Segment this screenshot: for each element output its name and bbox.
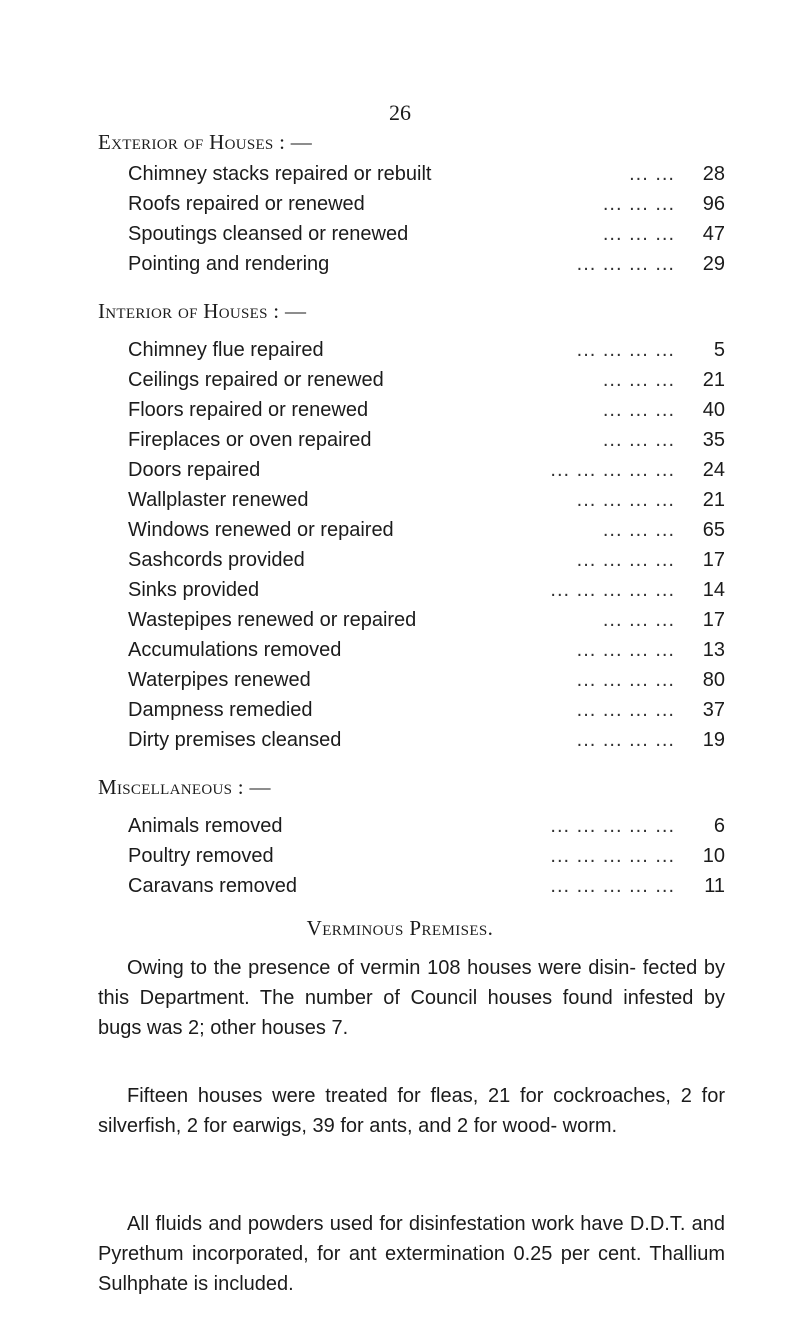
item-count: 17 [702, 549, 725, 571]
interior-list [128, 335, 725, 755]
list-item [128, 545, 725, 575]
list-item [128, 189, 725, 219]
item-count: 6 [713, 815, 725, 837]
item-count: 17 [702, 609, 725, 631]
list-item [128, 665, 725, 695]
item-label: Spoutings cleansed or renewed [128, 223, 409, 245]
paragraph-treated: Fifteen houses were treated for fleas, 21 for cockroaches, 2 for silverfish, 2 for earwigs, 39 for ants, and 2 for wood- worm. [98, 1085, 725, 1137]
miscellaneous-heading: Miscellaneous : — [98, 775, 271, 799]
item-label: Wastepipes renewed or repaired [128, 609, 417, 631]
list-item [128, 219, 725, 249]
leader-dots: ... ... ... ... ... [550, 815, 675, 837]
leader-dots: ... ... ... [602, 519, 675, 541]
item-count: 40 [702, 399, 725, 421]
item-count: 35 [702, 429, 725, 451]
item-label: Poultry removed [128, 845, 274, 867]
item-label: Doors repaired [128, 459, 261, 481]
leader-dots: ... ... ... ... [576, 339, 675, 361]
leader-dots: ... ... ... [602, 193, 675, 215]
list-item [128, 249, 725, 279]
list-item [128, 159, 725, 189]
leader-dots: ... ... ... [602, 223, 675, 245]
item-label: Animals removed [128, 815, 283, 837]
list-item [128, 871, 725, 901]
item-count: 80 [702, 669, 725, 691]
item-label: Roofs repaired or renewed [128, 193, 365, 215]
list-item [128, 335, 725, 365]
item-label: Fireplaces or oven repaired [128, 429, 372, 451]
item-label: Wallplaster renewed [128, 489, 309, 511]
item-count: 14 [702, 579, 725, 601]
list-item [128, 841, 725, 871]
item-count: 5 [713, 339, 725, 361]
item-count: 13 [702, 639, 725, 661]
item-count: 10 [702, 845, 725, 867]
item-label: Ceilings repaired or renewed [128, 369, 384, 391]
leader-dots: ... ... ... ... ... [550, 845, 675, 867]
item-label: Dampness remedied [128, 699, 313, 721]
item-label: Floors repaired or renewed [128, 399, 369, 421]
list-item [128, 811, 725, 841]
interior-heading: Interior of Houses : — [98, 299, 307, 323]
item-count: 21 [702, 489, 725, 511]
item-label: Caravans removed [128, 875, 297, 897]
item-count: 21 [702, 369, 725, 391]
item-count: 28 [702, 163, 725, 185]
leader-dots: ... ... ... ... [576, 253, 675, 275]
leader-dots: ... ... ... ... [576, 699, 675, 721]
item-count: 24 [702, 459, 725, 481]
leader-dots: ... ... ... [602, 429, 675, 451]
verminous-heading: Verminous Premises. [306, 916, 494, 940]
list-item [128, 485, 725, 515]
exterior-heading: Exterior of Houses : — [98, 130, 313, 154]
list-item [128, 635, 725, 665]
leader-dots: ... ... ... ... [576, 549, 675, 571]
leader-dots: ... ... ... [602, 369, 675, 391]
page-number: 26 [389, 100, 411, 125]
list-item [128, 425, 725, 455]
leader-dots: ... ... ... ... ... [550, 459, 675, 481]
item-label: Pointing and rendering [128, 253, 330, 275]
leader-dots: ... ... ... ... ... [550, 875, 675, 897]
item-count: 96 [702, 193, 725, 215]
leader-dots: ... ... ... ... [576, 669, 675, 691]
exterior-list [128, 159, 725, 279]
leader-dots: ... ... ... ... ... [550, 579, 675, 601]
leader-dots: ... ... ... ... [576, 639, 675, 661]
leader-dots: ... ... [629, 163, 675, 185]
list-item [128, 605, 725, 635]
item-label: Chimney stacks repaired or rebuilt [128, 163, 432, 185]
list-item [128, 365, 725, 395]
leader-dots: ... ... ... [602, 609, 675, 631]
item-count: 47 [702, 223, 725, 245]
item-label: Waterpipes renewed [128, 669, 311, 691]
item-label: Dirty premises cleansed [128, 729, 342, 751]
leader-dots: ... ... ... [602, 399, 675, 421]
list-item [128, 455, 725, 485]
item-label: Chimney flue repaired [128, 339, 324, 361]
list-item [128, 515, 725, 545]
item-label: Sashcords provided [128, 549, 305, 571]
item-count: 11 [704, 875, 725, 897]
item-count: 65 [702, 519, 725, 541]
item-count: 29 [702, 253, 725, 275]
list-item [128, 395, 725, 425]
item-count: 19 [702, 729, 725, 751]
list-item [128, 695, 725, 725]
item-count: 37 [702, 699, 725, 721]
leader-dots: ... ... ... ... [576, 729, 675, 751]
miscellaneous-list [128, 811, 725, 901]
item-label: Accumulations removed [128, 639, 342, 661]
paragraph-fluids: All fluids and powders used for disinfestation work have D.D.T. and Pyrethum incorporated, for ant extermination 0.25 per cent. Thallium Sulhphate is included. [98, 1213, 725, 1295]
leader-dots: ... ... ... ... [576, 489, 675, 511]
list-item [128, 575, 725, 605]
paragraph-disinfected: Owing to the presence of vermin 108 houses were disin- fected by this Department. The number of Council houses found infested by bugs was 2; other houses 7. [98, 957, 725, 1039]
item-label: Windows renewed or repaired [128, 519, 394, 541]
item-label: Sinks provided [128, 579, 260, 601]
list-item [128, 725, 725, 755]
